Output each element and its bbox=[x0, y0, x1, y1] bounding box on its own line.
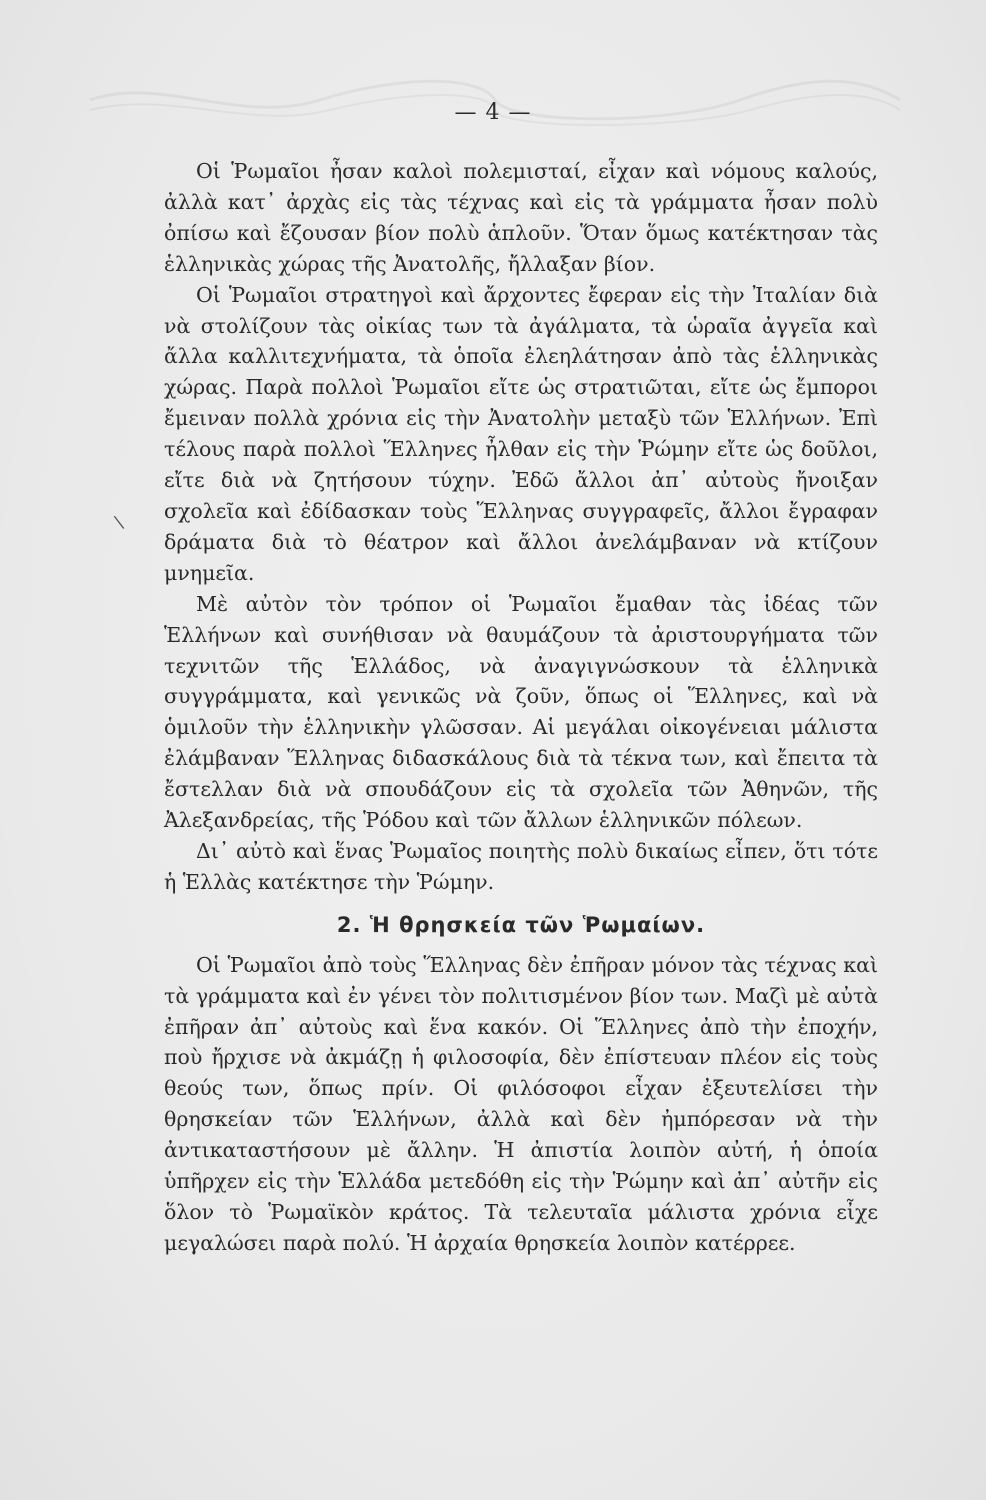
page-number: — 4 — bbox=[454, 100, 532, 125]
margin-pencil-mark: \ bbox=[112, 511, 126, 534]
body-text bbox=[164, 156, 878, 1259]
paragraph-1: Οἱ Ῥωμαῖοι ἦσαν καλοὶ πολεμισταί, εἶχαν καὶ νόμους καλούς, ἀλλὰ κατ᾽ ἀρχὰς εἰς τὰς τέχνας καὶ εἰς τὰ γράμματα ἦσαν πολὺ ὀπίσω καὶ ἔζουσαν βίον πολὺ ἁπλοῦν. Ὅταν ὅμως κατέκτησαν τὰς ἑλληνικὰς χώρας τῆς Ἀνατολῆς, ἤλλαξαν βίον. bbox=[164, 159, 878, 276]
paragraph-5: Οἱ Ῥωμαῖοι ἀπὸ τοὺς Ἕλληνας δὲν ἐπῆραν μόνον τὰς τέχνας καὶ τὰ γράμματα καὶ ἐν γένει τὸν πολιτισμένον βίον των. Μαζὶ μὲ αὐτὰ ἐπῆραν ἀπ᾽ αὐτοὺς καὶ ἕνα κακόν. Οἱ Ἕλληνες ἀπὸ τὴν ἐποχήν, ποὺ ἤρχισε νὰ ἀκμάζῃ ἡ φιλοσοφία, δὲν ἐπίστευαν πλέον εἰς τοὺς θεούς των, ὅπως πρίν. Οἱ φιλόσοφοι εἶχαν ἐξευτελίσει τὴν θρησκείαν τῶν Ἑλλήνων, ἀλλὰ καὶ δὲν ἠμπόρεσαν νὰ τὴν ἀντικαταστήσουν μὲ ἄλλην. Ἡ ἀπιστία λοιπὸν αὐτή, ἡ ὁποία ὑπῆρχεν εἰς τὴν Ἑλλάδα μετεδόθη εἰς τὴν Ῥώμην καὶ ἀπ᾽ αὐτῆν εἰς ὅλον τὸ Ῥωμαϊκὸν κράτος. Τὰ τελευταῖα μάλιστα χρόνια εἶχε μεγαλώσει παρὰ πολύ. Ἡ ἀρχαία θρησκεία λοιπὸν κατέρρεε. bbox=[164, 952, 878, 1255]
paragraph-3: Μὲ αὐτὸν τὸν τρόπον οἱ Ῥωμαῖοι ἔμαθαν τὰς ἰδέας τῶν Ἑλλήνων καὶ συνήθισαν νὰ θαυμάζουν τὰ ἀριστουργήματα τῶν τεχνιτῶν τῆς Ἑλλάδος, νὰ ἀναγιγνώσκουν τὰ ἑλληνικὰ συγγράμματα, καὶ γενικῶς νὰ ζοῦν, ὅπως οἱ Ἕλληνες, καὶ νὰ ὁμιλοῦν τὴν ἑλληνικὴν γλῶσσαν. Αἱ μεγάλαι οἰκογένειαι μάλιστα ἐλάμβαναν Ἕλληνας διδασκάλους διὰ τὰ τέκνα των, καὶ ἔπειτα τὰ ἔστελλαν διὰ νὰ σπουδάζουν εἰς τὰ σχολεῖα τῶν Ἀθηνῶν, τῆς Ἀλεξανδρείας, τῆς Ῥόδου καὶ τῶν ἄλλων ἑλληνικῶν πόλεων. bbox=[164, 591, 878, 833]
section-heading: 2. Ἡ θρησκεία τῶν Ῥωμαίων. bbox=[336, 912, 706, 937]
paragraph-2: Οἱ Ῥωμαῖοι στρατηγοὶ καὶ ἄρχοντες ἔφεραν εἰς τὴν Ἰταλίαν διὰ νὰ στολίζουν τὰς οἰκίας των τὰ ἀγάλματα, τὰ ὡραῖα ἀγγεῖα καὶ ἄλλα καλλιτεχνήματα, τὰ ὁποῖα ἐλεηλάτησαν ἀπὸ τὰς ἑλληνικὰς χώρας. Παρὰ πολλοὶ Ῥωμαῖοι εἴτε ὡς στρατιῶται, εἴτε ὡς ἔμποροι ἔμειναν πολλὰ χρόνια εἰς τὴν Ἀνατολὴν μεταξὺ τῶν Ἑλλήνων. Ἐπὶ τέλους παρὰ πολλοὶ Ἕλληνες ἦλθαν εἰς τὴν Ῥώμην εἴτε ὡς δοῦλοι, εἴτε διὰ νὰ ζητήσουν τύχην. Ἐδῶ ἄλλοι ἀπ᾽ αὐτοὺς ἤνοιξαν σχολεῖα καὶ ἐδίδασκαν τοὺς Ἕλληνας συγγραφεῖς, ἄλλοι ἔγραφαν δράματα διὰ τὸ θέατρον καὶ ἄλλοι ἀνελάμβαναν νὰ κτίζουν μνημεῖα. bbox=[164, 282, 878, 585]
paragraph-4: Δι᾽ αὐτὸ καὶ ἕνας Ῥωμαῖος ποιητὴς πολὺ δικαίως εἶπεν, ὅτι τότε ἡ Ἑλλὰς κατέκτησε τὴν Ῥώμην. bbox=[164, 838, 878, 894]
